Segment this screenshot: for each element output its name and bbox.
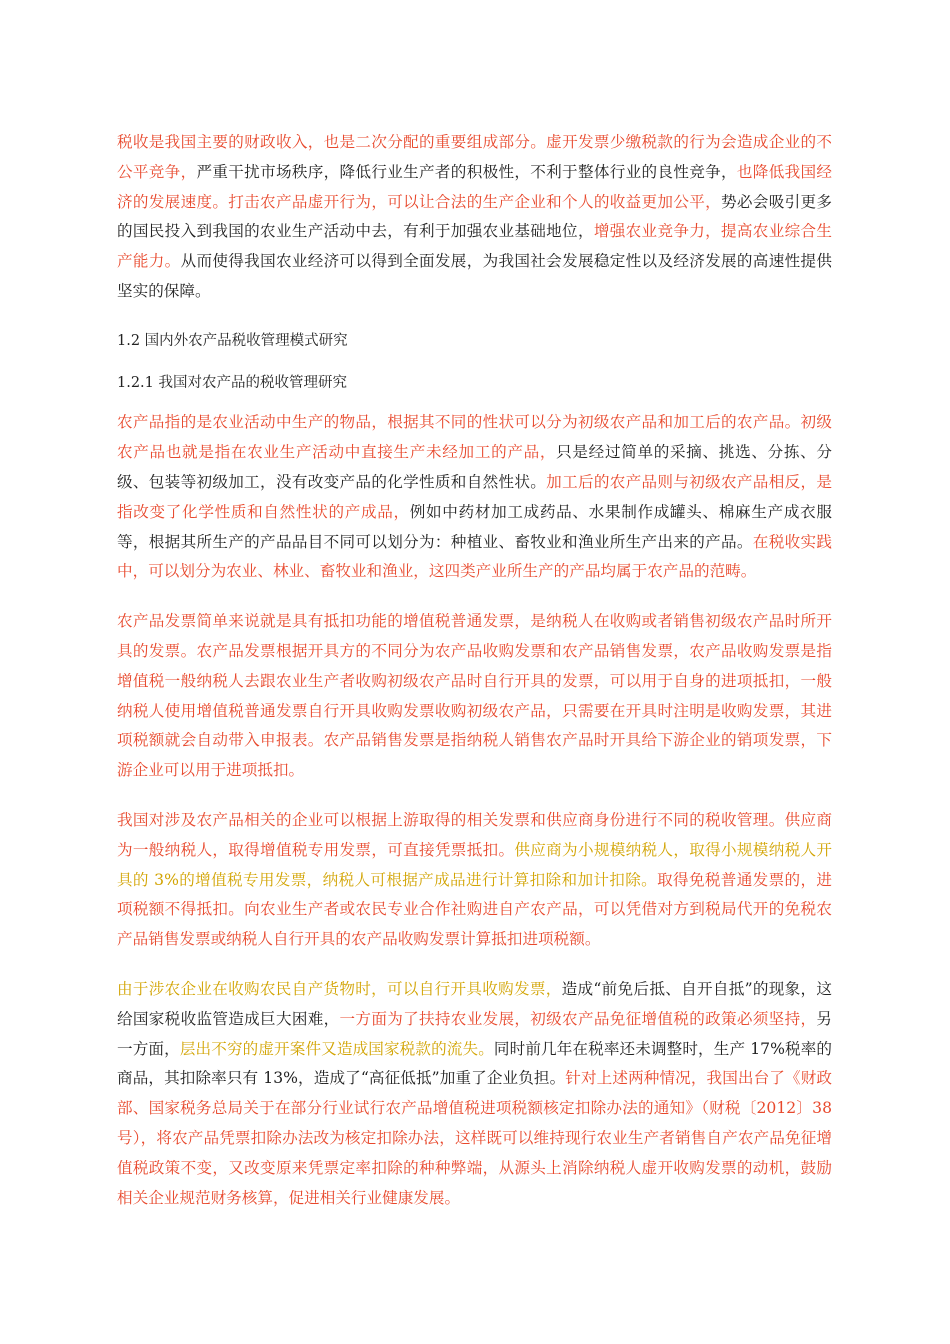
text-segment: 从而使得我国农业经济可以得到全面发展，为我国社会发展稳定性以及经济发展的高速性提供坚实的保障。 bbox=[117, 252, 832, 300]
text-segment: 由于涉农企业在收购农民自产货物时，可以自行开具收购发票， bbox=[117, 979, 562, 998]
section-heading-1-2: 1.2 国内外农产品税收管理模式研究 bbox=[117, 332, 348, 349]
text-segment: 农产品发票简单来说就是具有抵扣功能的增值税普通发票，是纳税人在收购或者销售初级农产品时所开具的发票。农产品发票根据开具方的不同分为农产品收购发票和农产品销售发票，农产品收购发票是指增值税一般纳税人去跟农业生产者收购初级农产品时自行开具的发票，可以用于自身的进项抵扣，一般纳税人使用增值税普通发票自行开具收购发票收购初级农产品，只需要在开具时注明是收购发票，其进项税额就会自动带入申报表。农产品销售发票是指纳税人销售农产品时开具给下游企业的销项发票，下游企业可以用于进项抵扣。 bbox=[117, 612, 832, 780]
text-segment: 我国对涉及农产品相关的企业可以根据上游取得的相关发票和供应商身份进行不同的税收管理。供应商为一般纳税人，取得增值税专用发票，可直接凭票抵扣。 bbox=[117, 810, 832, 859]
text-segment: 同时前几年在税率还未调整时，生产 17%税率的商品，其扣除率只有 13%，造成了“高征低抵”加重了企业负担。 bbox=[117, 1039, 832, 1088]
text-segment: 只是经过简单的采摘、挑选、分拣、分级、包装等初级加工，没有改变产品的化学性质和自然性状。 bbox=[117, 443, 832, 491]
text-segment: 造成“前免后抵、自开自抵”的现象，这给国家税收监管造成巨大困难， bbox=[117, 979, 832, 1028]
text-segment: 供应商为小规模纳税人，取得小规模纳税人开具的 3%的增值税专用发票，纳税人可根据产成品进行计算扣除和加计扣除。 bbox=[117, 840, 832, 889]
document-page bbox=[117, 128, 832, 1233]
text-segment: 一方面为了扶持农业发展，初级农产品免征增值税的政策必须坚持， bbox=[339, 1009, 817, 1028]
text-segment: 加工后的农产品则与初级农产品相反，是指改变了化学性质和自然性状的产成品， bbox=[117, 472, 832, 521]
paragraph-tax-importance bbox=[117, 128, 832, 307]
text-segment: 可以让合法的生产企业和个人的收益更加公平， bbox=[387, 192, 722, 211]
text-segment: 农产品指的是农业活动中生产的物品，根据其不同的性状可以分为初级农产品和加工后的农产品。初级农产品也就是指在农业生产活动中直接生产未经加工的产品， bbox=[117, 413, 832, 462]
paragraph-agricultural-products bbox=[117, 408, 832, 587]
text-segment: 针对上述两种情况，我国出台了《财政部、国家税务总局关于在部分行业试行农产品增值税进项税额核定扣除办法的通知》（财税〔2012〕38 号），将农产品凭票扣除办法改为核定扣除办法，这样既可以维持现行农业生产者销售自产农产品免征增值税政策不变，又改变原来凭票定率扣除的种种弊端，从源头上消除纳税人虚开收购发票的动机，鼓励相关企业规范财务核算，促进相关行业健康发展。 bbox=[117, 1069, 832, 1207]
paragraph-agricultural-invoices bbox=[117, 607, 832, 786]
text-segment: 虚开发票少缴税款的行为会造成企业的不公平竞争， bbox=[117, 133, 832, 181]
text-segment: 增强农业竞争力，提高农业综合生产能力。 bbox=[117, 222, 832, 271]
text-segment: 例如中药材加工成药品、水果制作成罐头、棉麻生产成衣服等，根据其所生产的产品品目不同可以划分为：种植业、畜牧业和渔业所生产出来的产品。 bbox=[117, 502, 832, 551]
paragraph-tax-management bbox=[117, 806, 832, 955]
text-segment: 取得免税普通发票的，进项税额不得抵扣。向农业生产者或农民专业合作社购进自产农产品，可以凭借对方到税局代开的免税农产品销售发票或纳税人自行开具的农产品收购发票计算抵扣进项税额。 bbox=[117, 870, 832, 949]
text-segment: 严重干扰市场秩序，降低行业生产者的积极性，不利于整体行业的良性竞争， bbox=[196, 162, 737, 181]
text-segment: 层出不穷的虚开案件又造成国家税款的流失。 bbox=[179, 1039, 494, 1058]
text-segment: 另一方面， bbox=[117, 1009, 832, 1058]
text-segment: 势必会吸引更多的国民投入到我国的农业生产活动中去，有利于加强农业基础地位， bbox=[117, 192, 832, 241]
section-heading-1-2-1: 1.2.1 我国对农产品的税收管理研究 bbox=[117, 374, 348, 391]
text-segment: 在税收实践中，可以划分为农业、林业、畜牧业和渔业，这四类产业所生产的产品均属于农产品的范畴。 bbox=[117, 532, 832, 581]
paragraph-deduction-policy bbox=[117, 975, 832, 1213]
text-segment: 也降低我国经济的发展速度。打击农产品虚开行为， bbox=[117, 162, 832, 211]
text-segment: 税收是我国主要的财政收入，也是二次分配的重要组成部分。 bbox=[117, 133, 547, 151]
